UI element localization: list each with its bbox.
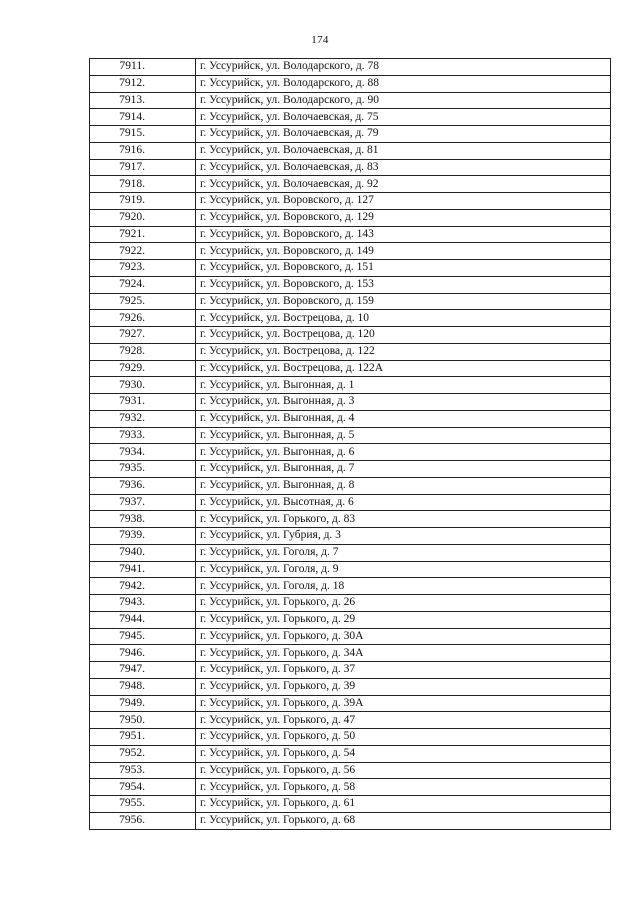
row-number: 7917. [90,159,196,176]
row-number: 7931. [90,394,196,411]
row-number: 7938. [90,511,196,528]
row-number: 7928. [90,343,196,360]
table-row [90,427,611,444]
table-row [90,360,611,377]
row-number: 7939. [90,528,196,545]
row-number: 7912. [90,75,196,92]
table-row [90,695,611,712]
row-address: г. Уссурийск, ул. Вострецова, д. 122А [196,360,611,377]
row-address: г. Уссурийск, ул. Воровского, д. 159 [196,293,611,310]
row-address: г. Уссурийск, ул. Воровского, д. 143 [196,226,611,243]
row-address: г. Уссурийск, ул. Волочаевская, д. 75 [196,109,611,126]
row-number: 7936. [90,477,196,494]
table-row [90,59,611,76]
table-row [90,343,611,360]
row-address: г. Уссурийск, ул. Воровского, д. 129 [196,209,611,226]
row-address: г. Уссурийск, ул. Выгонная, д. 5 [196,427,611,444]
row-number: 7940. [90,544,196,561]
row-address: г. Уссурийск, ул. Вострецова, д. 122 [196,343,611,360]
table-row [90,410,611,427]
row-address: г. Уссурийск, ул. Горького, д. 37 [196,662,611,679]
table-row [90,377,611,394]
row-number: 7918. [90,176,196,193]
row-address: г. Уссурийск, ул. Высотная, д. 6 [196,494,611,511]
table-row [90,528,611,545]
row-address: г. Уссурийск, ул. Горького, д. 54 [196,745,611,762]
row-address: г. Уссурийск, ул. Горького, д. 61 [196,796,611,813]
row-number: 7948. [90,678,196,695]
table-row [90,209,611,226]
row-address: г. Уссурийск, ул. Вострецова, д. 10 [196,310,611,327]
row-number: 7945. [90,628,196,645]
table-row [90,645,611,662]
table-row [90,226,611,243]
table-row [90,561,611,578]
table-row [90,662,611,679]
table-row [90,461,611,478]
row-number: 7911. [90,59,196,76]
address-table-body [90,59,611,830]
row-address: г. Уссурийск, ул. Гоголя, д. 7 [196,544,611,561]
row-address: г. Уссурийск, ул. Губрия, д. 3 [196,528,611,545]
row-number: 7943. [90,595,196,612]
row-address: г. Уссурийск, ул. Горького, д. 26 [196,595,611,612]
table-row [90,762,611,779]
row-address: г. Уссурийск, ул. Горького, д. 39А [196,695,611,712]
table-row [90,544,611,561]
table-row [90,678,611,695]
row-address: г. Уссурийск, ул. Волочаевская, д. 83 [196,159,611,176]
row-address: г. Уссурийск, ул. Воровского, д. 151 [196,260,611,277]
row-address: г. Уссурийск, ул. Володарского, д. 90 [196,92,611,109]
row-number: 7919. [90,193,196,210]
row-number: 7925. [90,293,196,310]
row-number: 7922. [90,243,196,260]
address-table [89,58,611,830]
table-row [90,293,611,310]
table-row [90,327,611,344]
row-number: 7933. [90,427,196,444]
row-address: г. Уссурийск, ул. Гоголя, д. 9 [196,561,611,578]
row-number: 7954. [90,779,196,796]
table-row [90,193,611,210]
table-row [90,159,611,176]
row-number: 7953. [90,762,196,779]
table-row [90,310,611,327]
row-number: 7916. [90,142,196,159]
table-row [90,477,611,494]
page-number: 174 [311,34,329,46]
table-row [90,92,611,109]
row-number: 7923. [90,260,196,277]
row-address: г. Уссурийск, ул. Горького, д. 83 [196,511,611,528]
row-number: 7929. [90,360,196,377]
row-number: 7934. [90,444,196,461]
row-address: г. Уссурийск, ул. Воровского, д. 127 [196,193,611,210]
table-row [90,628,611,645]
row-number: 7927. [90,327,196,344]
row-address: г. Уссурийск, ул. Горького, д. 30А [196,628,611,645]
row-number: 7949. [90,695,196,712]
row-address: г. Уссурийск, ул. Горького, д. 29 [196,611,611,628]
row-number: 7946. [90,645,196,662]
row-address: г. Уссурийск, ул. Володарского, д. 78 [196,59,611,76]
row-address: г. Уссурийск, ул. Выгонная, д. 8 [196,477,611,494]
row-number: 7915. [90,126,196,143]
row-address: г. Уссурийск, ул. Горького, д. 50 [196,729,611,746]
table-row [90,75,611,92]
row-address: г. Уссурийск, ул. Выгонная, д. 1 [196,377,611,394]
table-row [90,745,611,762]
table-row [90,276,611,293]
row-address: г. Уссурийск, ул. Горького, д. 34А [196,645,611,662]
row-address: г. Уссурийск, ул. Выгонная, д. 4 [196,410,611,427]
table-row [90,812,611,829]
row-number: 7924. [90,276,196,293]
row-number: 7920. [90,209,196,226]
row-number: 7941. [90,561,196,578]
row-number: 7926. [90,310,196,327]
row-address: г. Уссурийск, ул. Волочаевская, д. 92 [196,176,611,193]
row-address: г. Уссурийск, ул. Горького, д. 47 [196,712,611,729]
table-row [90,243,611,260]
row-number: 7937. [90,494,196,511]
table-row [90,779,611,796]
row-address: г. Уссурийск, ул. Воровского, д. 153 [196,276,611,293]
row-number: 7921. [90,226,196,243]
table-row [90,578,611,595]
row-number: 7956. [90,812,196,829]
row-number: 7932. [90,410,196,427]
table-row [90,260,611,277]
table-row [90,595,611,612]
row-number: 7930. [90,377,196,394]
row-address: г. Уссурийск, ул. Выгонная, д. 3 [196,394,611,411]
table-row [90,796,611,813]
row-address: г. Уссурийск, ул. Выгонная, д. 6 [196,444,611,461]
row-address: г. Уссурийск, ул. Горького, д. 58 [196,779,611,796]
row-number: 7955. [90,796,196,813]
table-row [90,142,611,159]
row-number: 7951. [90,729,196,746]
row-address: г. Уссурийск, ул. Горького, д. 39 [196,678,611,695]
table-row [90,511,611,528]
table-row [90,494,611,511]
table-row [90,444,611,461]
row-address: г. Уссурийск, ул. Горького, д. 68 [196,812,611,829]
row-number: 7913. [90,92,196,109]
table-row [90,394,611,411]
row-number: 7952. [90,745,196,762]
table-row [90,176,611,193]
row-address: г. Уссурийск, ул. Володарского, д. 88 [196,75,611,92]
row-number: 7935. [90,461,196,478]
row-address: г. Уссурийск, ул. Воровского, д. 149 [196,243,611,260]
row-address: г. Уссурийск, ул. Волочаевская, д. 81 [196,142,611,159]
row-address: г. Уссурийск, ул. Горького, д. 56 [196,762,611,779]
table-row [90,611,611,628]
row-address: г. Уссурийск, ул. Выгонная, д. 7 [196,461,611,478]
row-number: 7944. [90,611,196,628]
row-address: г. Уссурийск, ул. Гоголя, д. 18 [196,578,611,595]
table-row [90,729,611,746]
row-number: 7914. [90,109,196,126]
row-address: г. Уссурийск, ул. Волочаевская, д. 79 [196,126,611,143]
table-row [90,126,611,143]
table-row [90,712,611,729]
table-row [90,109,611,126]
row-number: 7950. [90,712,196,729]
row-address: г. Уссурийск, ул. Вострецова, д. 120 [196,327,611,344]
row-number: 7942. [90,578,196,595]
row-number: 7947. [90,662,196,679]
